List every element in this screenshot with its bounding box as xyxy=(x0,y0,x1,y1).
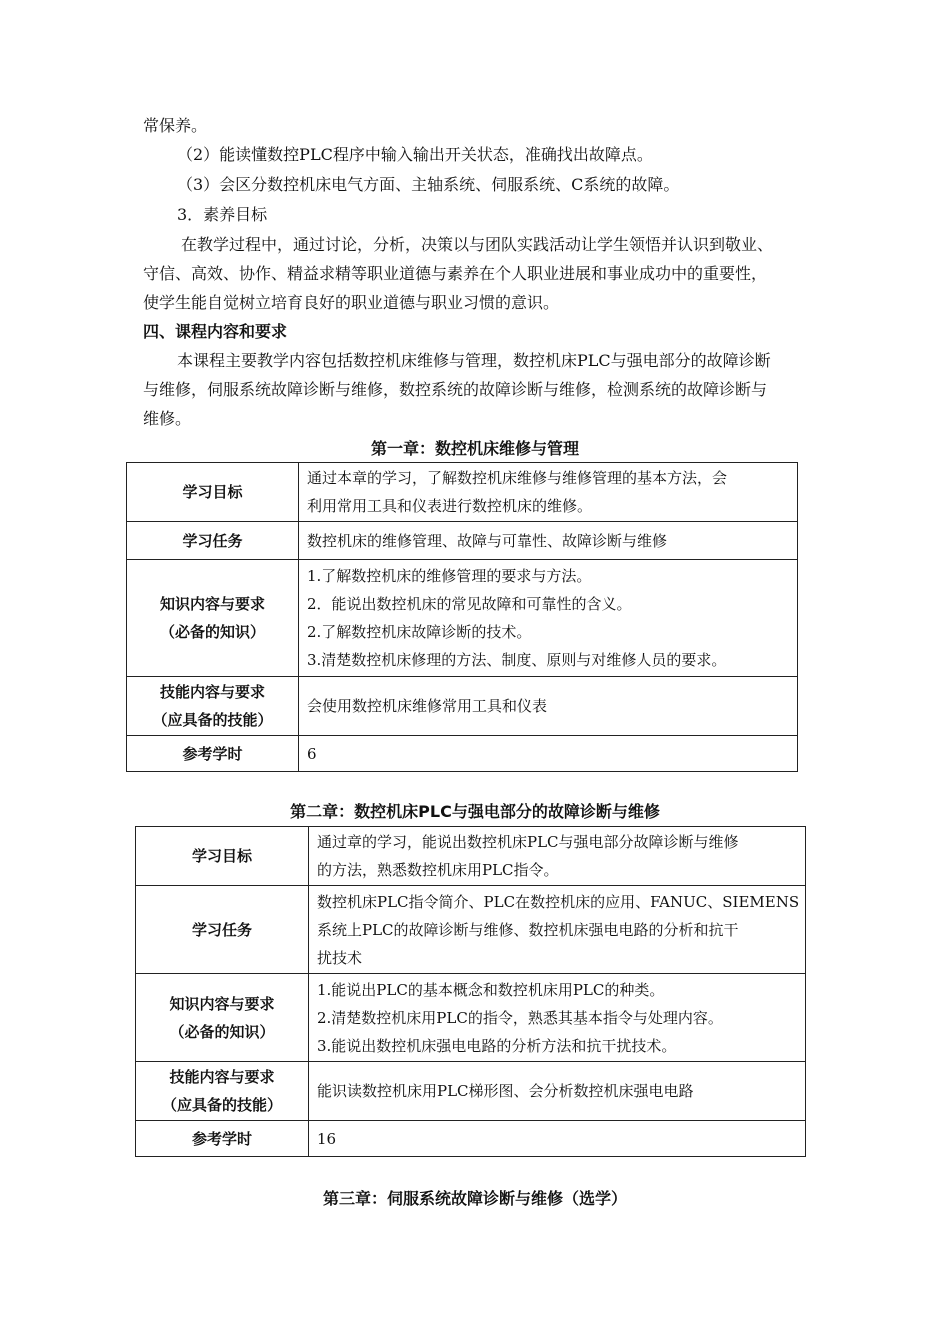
paragraph-line: 维修。 xyxy=(143,409,192,428)
table-row xyxy=(127,677,798,736)
task-label: 学习任务 xyxy=(136,886,309,974)
subheading-literacy-goal: 3．素养目标 xyxy=(177,205,268,224)
list-item: 1.能说出PLC的基本概念和数控机床用PLC的种类。 xyxy=(317,980,665,999)
skill-label: 技能内容与要求 （应具备的技能） xyxy=(127,677,299,736)
paragraph-line: 与维修，伺服系统故障诊断与维修，数控系统的故障诊断与维修，检测系统的故障诊断与 xyxy=(143,380,768,399)
list-item: 2．能说出数控机床的常见故障和可靠性的含义。 xyxy=(307,595,632,613)
knowledge-label: 知识内容与要求 （必备的知识） xyxy=(136,974,309,1062)
chapter3-title: 第三章：伺服系统故障诊断与维修（选学） xyxy=(322,1189,627,1208)
list-item: 1.了解数控机床的维修管理的要求与方法。 xyxy=(307,567,592,585)
table-row xyxy=(136,827,806,886)
skill-label: 技能内容与要求 （应具备的技能） xyxy=(136,1062,309,1121)
paragraph-line: 守信、高效、协作、精益求精等职业道德与素养在个人职业进展和事业成功中的重要性， xyxy=(143,264,768,283)
table-row xyxy=(127,560,798,677)
section-heading: 四、课程内容和要求 xyxy=(143,322,288,341)
goal-label: 学习目标 xyxy=(136,827,309,886)
list-item: 3.清楚数控机床修理的方法、制度、原则与对维修人员的要求。 xyxy=(307,651,727,669)
hours-label: 参考学时 xyxy=(136,1121,309,1157)
list-item: 3.能说出数控机床强电电路的分析方法和抗干扰技术。 xyxy=(317,1036,677,1055)
paragraph-line: 在教学过程中，通过讨论，分析，决策以与团队实践活动让学生领悟并认识到敬业、 xyxy=(181,235,774,254)
list-item: 2.了解数控机床故障诊断的技术。 xyxy=(307,623,532,641)
table-row xyxy=(136,886,806,974)
goal-content: 通过本章的学习，了解数控机床维修与维修管理的基本方法，会 利用常用工具和仪表进行数控机床的维修。 xyxy=(299,463,798,522)
skill-item-2: （2）能读懂数控PLC程序中输入输出开关状态，准确找出故障点。 xyxy=(177,145,653,164)
table-row xyxy=(136,1062,806,1121)
chapter2-table xyxy=(135,826,806,1157)
table-row xyxy=(127,522,798,560)
skill-content: 会使用数控机床维修常用工具和仪表 xyxy=(299,677,798,736)
knowledge-label: 知识内容与要求 （必备的知识） xyxy=(127,560,299,677)
table-row xyxy=(127,463,798,522)
goal-label: 学习目标 xyxy=(127,463,299,522)
skill-content: 能识读数控机床用PLC梯形图、会分析数控机床强电电路 xyxy=(309,1062,806,1121)
table-row xyxy=(136,974,806,1062)
chapter1-title: 第一章：数控机床维修与管理 xyxy=(370,439,579,458)
chapter1-table xyxy=(126,462,798,772)
paragraph-line: 本课程主要教学内容包括数控机床维修与管理，数控机床PLC与强电部分的故障诊断 xyxy=(177,351,771,370)
hours-value: 16 xyxy=(309,1121,806,1157)
list-item: 2.清楚数控机床用PLC的指令，熟悉其基本指令与处理内容。 xyxy=(317,1008,723,1027)
chapter2-title: 第二章：数控机床PLC与强电部分的故障诊断与维修 xyxy=(290,802,660,821)
task-content: 数控机床的维修管理、故障与可靠性、故障诊断与维修 xyxy=(299,522,798,560)
task-content: 数控机床PLC指令简介、PLC在数控机床的应用、FANUC、SIEMENS 系统上PLC的故障诊断与维修、数控机床强电电路的分析和抗干 扰技术 xyxy=(309,886,806,974)
knowledge-content xyxy=(309,974,806,1062)
text-line: 常保养。 xyxy=(143,116,208,135)
table-row xyxy=(127,736,798,772)
knowledge-content xyxy=(299,560,798,677)
hours-value: 6 xyxy=(299,736,798,772)
skill-item-3: （3）会区分数控机床电气方面、主轴系统、伺服系统、C系统的故障。 xyxy=(177,175,680,194)
hours-label: 参考学时 xyxy=(127,736,299,772)
paragraph-line: 使学生能自觉树立培育良好的职业道德与职业习惯的意识。 xyxy=(143,293,560,312)
goal-content: 通过章的学习，能说出数控机床PLC与强电部分故障诊断与维修 的方法，熟悉数控机床用PLC指令。 xyxy=(309,827,806,886)
table-row xyxy=(136,1121,806,1157)
task-label: 学习任务 xyxy=(127,522,299,560)
